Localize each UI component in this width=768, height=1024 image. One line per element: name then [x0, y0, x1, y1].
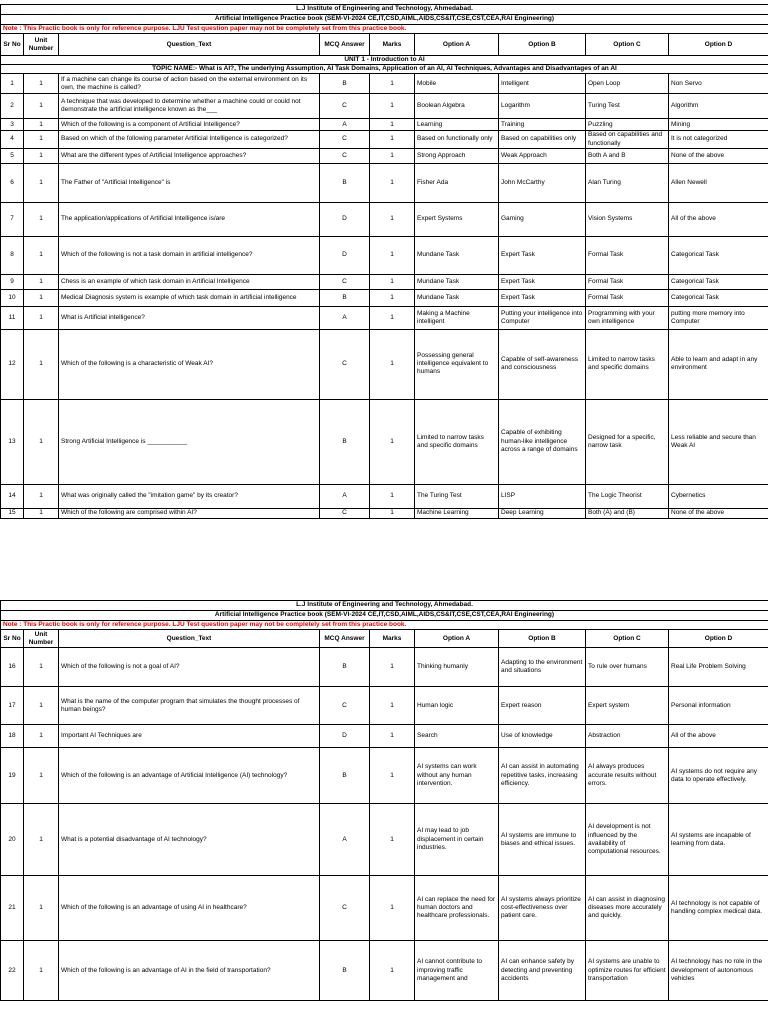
option-b-cell: Training	[499, 119, 586, 131]
question-text-cell: What is Artificial intelligence?	[59, 306, 320, 329]
question-row	[1, 236, 768, 274]
page-1-rows	[1, 74, 768, 518]
option-d-cell: Allen Newell	[669, 163, 768, 202]
option-c-cell: AI can assist in diagnosing diseases more accurately and quickly.	[586, 876, 669, 941]
option-b-cell: Expert Task	[499, 274, 586, 289]
mcq-answer-cell: C	[320, 148, 370, 163]
option-b-cell: AI can assist in automating repetitive tasks, increasing efficiency.	[499, 748, 586, 804]
marks-cell: 1	[370, 148, 415, 163]
question-text-cell: Important AI Techniques are	[59, 725, 320, 748]
sr-no-cell: 13	[1, 399, 24, 484]
col-option-b: Option B	[499, 34, 586, 56]
marks-cell: 1	[370, 508, 415, 518]
institute-title: L.J Institute of Engineering and Technology, Ahmedabad.	[1, 601, 768, 611]
question-row	[1, 148, 768, 163]
option-d-cell: AI technology is not capable of handling complex medical data.	[669, 876, 768, 941]
option-a-cell: Limited to narrow tasks and specific domains	[415, 399, 499, 484]
mcq-answer-cell: B	[320, 289, 370, 306]
sr-no-cell: 7	[1, 202, 24, 236]
marks-cell: 1	[370, 202, 415, 236]
reference-note: Note : This Practic book is only for reference purpose. LJU Test question paper may not be completely set from this practice book.	[1, 25, 768, 34]
option-c-cell: Turing Test	[586, 94, 669, 119]
col-option-a: Option A	[415, 630, 499, 648]
option-a-cell: Based on functionally only	[415, 131, 499, 148]
option-b-cell: Use of knowledge	[499, 725, 586, 748]
mcq-answer-cell: B	[320, 163, 370, 202]
option-d-cell: Real Life Problem Solving	[669, 648, 768, 687]
question-text-cell: Chess is an example of which task domain in Artificial Intelligence	[59, 274, 320, 289]
mcq-answer-cell: D	[320, 202, 370, 236]
mcq-answer-cell: B	[320, 74, 370, 94]
sr-no-cell: 18	[1, 725, 24, 748]
sr-no-cell: 11	[1, 306, 24, 329]
option-a-cell: Thinking humanly	[415, 648, 499, 687]
unit-number-cell: 1	[24, 687, 59, 725]
mcq-answer-cell: A	[320, 804, 370, 876]
unit-number-cell: 1	[24, 941, 59, 1001]
col-unit-number: Unit Number	[24, 34, 59, 56]
option-a-cell: Human logic	[415, 687, 499, 725]
option-a-cell: Strong Approach	[415, 148, 499, 163]
option-c-cell: Alan Turing	[586, 163, 669, 202]
col-option-c: Option C	[586, 630, 669, 648]
col-option-d: Option D	[669, 34, 768, 56]
unit-number-cell: 1	[24, 119, 59, 131]
col-marks: Marks	[370, 34, 415, 56]
question-row	[1, 687, 768, 725]
question-text-cell: Which of the following is a component of Artificial Intelligence?	[59, 119, 320, 131]
option-d-cell: Able to learn and adapt in any environment	[669, 329, 768, 399]
option-c-cell: Designed for a specific, narrow task	[586, 399, 669, 484]
option-c-cell: AI development is not influenced by the availability of computational resources.	[586, 804, 669, 876]
marks-cell: 1	[370, 236, 415, 274]
sr-no-cell: 9	[1, 274, 24, 289]
option-b-cell: LISP	[499, 484, 586, 508]
col-marks: Marks	[370, 630, 415, 648]
question-text-cell: Which of the following is not a task domain in artificial intelligence?	[59, 236, 320, 274]
option-c-cell: Abstraction	[586, 725, 669, 748]
col-sr-no: Sr No	[1, 34, 24, 56]
marks-cell: 1	[370, 804, 415, 876]
question-row	[1, 306, 768, 329]
option-b-cell: Adapting to the environment and situations	[499, 648, 586, 687]
unit-number-cell: 1	[24, 163, 59, 202]
question-row	[1, 484, 768, 508]
sr-no-cell: 20	[1, 804, 24, 876]
marks-cell: 1	[370, 163, 415, 202]
option-a-cell: AI cannot contribute to improving traffic management and	[415, 941, 499, 1001]
unit-number-cell: 1	[24, 148, 59, 163]
sr-no-cell: 3	[1, 119, 24, 131]
unit-number-cell: 1	[24, 725, 59, 748]
mcq-answer-cell: A	[320, 484, 370, 508]
topic-title: TOPIC NAME:- What is AI?, The underlying Assumption, AI Task Domains, Application of an AI, AI Techniques, Advantages and Disadvantages of an AI	[1, 65, 768, 74]
mcq-table-page-1	[0, 4, 768, 519]
sr-no-cell: 21	[1, 876, 24, 941]
mcq-answer-cell: D	[320, 725, 370, 748]
marks-cell: 1	[370, 306, 415, 329]
col-question-text: Question_Text	[59, 34, 320, 56]
marks-cell: 1	[370, 876, 415, 941]
question-text-cell: A technique that was developed to determine whether a machine could or could not demonstrate the artificial intelligence known as the___	[59, 94, 320, 119]
mcq-answer-cell: C	[320, 94, 370, 119]
option-c-cell: AI systems are unable to optimize routes for efficient transportation	[586, 941, 669, 1001]
book-title: Artificial Intelligence Practice book (SEM-VI-2024 CE,IT,CSD,AIML,AIDS,CS&IT,CSE,CST,CEA,RAI Engineering)	[1, 611, 768, 621]
mcq-answer-cell: B	[320, 399, 370, 484]
col-mcq-answer: MCQ Answer	[320, 34, 370, 56]
option-b-cell: Based on capabilities only	[499, 131, 586, 148]
col-unit-number: Unit Number	[24, 630, 59, 648]
mcq-answer-cell: C	[320, 876, 370, 941]
option-c-cell: Programming with your own intelligence	[586, 306, 669, 329]
sr-no-cell: 2	[1, 94, 24, 119]
option-b-cell: Intelligent	[499, 74, 586, 94]
option-a-cell: Mundane Task	[415, 236, 499, 274]
unit-number-cell: 1	[24, 876, 59, 941]
sr-no-cell: 6	[1, 163, 24, 202]
option-d-cell: None of the above	[669, 148, 768, 163]
question-text-cell: Which of the following is a characteristic of Weak AI?	[59, 329, 320, 399]
question-row	[1, 94, 768, 119]
question-text-cell: What is a potential disadvantage of AI technology?	[59, 804, 320, 876]
option-a-cell: AI can replace the need for human doctors and healthcare professionals.	[415, 876, 499, 941]
question-text-cell: Which of the following is an advantage of using AI in healthcare?	[59, 876, 320, 941]
mcq-answer-cell: C	[320, 687, 370, 725]
mcq-answer-cell: C	[320, 274, 370, 289]
col-option-d: Option D	[669, 630, 768, 648]
question-text-cell: What was originally called the "imitation game" by its creator?	[59, 484, 320, 508]
option-a-cell: Mundane Task	[415, 274, 499, 289]
col-option-c: Option C	[586, 34, 669, 56]
sr-no-cell: 8	[1, 236, 24, 274]
option-d-cell: All of the above	[669, 202, 768, 236]
option-a-cell: Learning	[415, 119, 499, 131]
question-text-cell: Which of the following is not a goal of AI?	[59, 648, 320, 687]
mcq-answer-cell: C	[320, 508, 370, 518]
option-a-cell: Possessing general intelligence equivalent to humans	[415, 329, 499, 399]
option-c-cell: Puzzling	[586, 119, 669, 131]
marks-cell: 1	[370, 94, 415, 119]
option-b-cell: Capable of self-awareness and consciousness	[499, 329, 586, 399]
marks-cell: 1	[370, 289, 415, 306]
col-question-text: Question_Text	[59, 630, 320, 648]
option-a-cell: Making a Machine intelligent	[415, 306, 499, 329]
option-a-cell: Search	[415, 725, 499, 748]
mcq-answer-cell: A	[320, 119, 370, 131]
unit-title: UNIT 1 - Introduction to AI	[1, 56, 768, 65]
option-c-cell: Open Loop	[586, 74, 669, 94]
question-row	[1, 941, 768, 1001]
question-row	[1, 804, 768, 876]
question-text-cell: Strong Artificial Intelligence is ___________	[59, 399, 320, 484]
question-row	[1, 289, 768, 306]
option-c-cell: Both A and B	[586, 148, 669, 163]
option-a-cell: Expert Systems	[415, 202, 499, 236]
option-d-cell: Non Servo	[669, 74, 768, 94]
question-text-cell: What is the name of the computer program that simulates the thought processes of human beings?	[59, 687, 320, 725]
option-c-cell: Formal Task	[586, 274, 669, 289]
sr-no-cell: 5	[1, 148, 24, 163]
option-b-cell: AI systems always prioritize cost-effectiveness over patient care.	[499, 876, 586, 941]
unit-number-cell: 1	[24, 306, 59, 329]
question-text-cell: Based on which of the following parameter Artificial Intelligence is categorized?	[59, 131, 320, 148]
option-b-cell: Deep Learning	[499, 508, 586, 518]
unit-number-cell: 1	[24, 131, 59, 148]
option-d-cell: Categorical Task	[669, 274, 768, 289]
option-d-cell: AI technology has no role in the development of autonomous vehicles	[669, 941, 768, 1001]
option-d-cell: putting more memory into Computer	[669, 306, 768, 329]
option-a-cell: The Turing Test	[415, 484, 499, 508]
question-text-cell: The Father of "Artificial Intelligence" is	[59, 163, 320, 202]
question-text-cell: Medical Diagnosis system is example of which task domain in artificial intelligence	[59, 289, 320, 306]
unit-number-cell: 1	[24, 236, 59, 274]
option-c-cell: To rule over humans	[586, 648, 669, 687]
question-row	[1, 163, 768, 202]
mcq-answer-cell: D	[320, 236, 370, 274]
unit-number-cell: 1	[24, 508, 59, 518]
question-row	[1, 202, 768, 236]
question-row	[1, 131, 768, 148]
sr-no-cell: 15	[1, 508, 24, 518]
option-c-cell: AI always produces accurate results without errors.	[586, 748, 669, 804]
col-mcq-answer: MCQ Answer	[320, 630, 370, 648]
option-c-cell: The Logic Theorist	[586, 484, 669, 508]
mcq-answer-cell: A	[320, 306, 370, 329]
option-a-cell: Mundane Task	[415, 289, 499, 306]
col-option-b: Option B	[499, 630, 586, 648]
sr-no-cell: 17	[1, 687, 24, 725]
unit-number-cell: 1	[24, 74, 59, 94]
option-b-cell: AI can enhance safety by detecting and preventing accidents	[499, 941, 586, 1001]
option-c-cell: Expert system	[586, 687, 669, 725]
option-b-cell: Weak Approach	[499, 148, 586, 163]
option-b-cell: Putting your intelligence into Computer	[499, 306, 586, 329]
option-b-cell: Expert Task	[499, 289, 586, 306]
marks-cell: 1	[370, 648, 415, 687]
option-d-cell: Algorithm	[669, 94, 768, 119]
question-text-cell: Which of the following is an advantage of AI in the field of transportation?	[59, 941, 320, 1001]
option-d-cell: Mining	[669, 119, 768, 131]
option-a-cell: Fisher Ada	[415, 163, 499, 202]
question-text-cell: What are the different types of Artificial Intelligence approaches?	[59, 148, 320, 163]
option-d-cell: All of the above	[669, 725, 768, 748]
option-a-cell: AI may lead to job displacement in certain industries.	[415, 804, 499, 876]
unit-number-cell: 1	[24, 804, 59, 876]
question-row	[1, 648, 768, 687]
option-d-cell: AI systems are incapable of learning from data.	[669, 804, 768, 876]
unit-number-cell: 1	[24, 748, 59, 804]
question-row	[1, 74, 768, 94]
unit-number-cell: 1	[24, 202, 59, 236]
mcq-answer-cell: B	[320, 748, 370, 804]
option-c-cell: Formal Task	[586, 289, 669, 306]
mcq-answer-cell: C	[320, 131, 370, 148]
option-b-cell: Gaming	[499, 202, 586, 236]
marks-cell: 1	[370, 725, 415, 748]
col-option-a: Option A	[415, 34, 499, 56]
marks-cell: 1	[370, 399, 415, 484]
question-text-cell: Which of the following is an advantage of Artificial Intelligence (AI) technology?	[59, 748, 320, 804]
question-text-cell: If a machine can change its course of action based on the external environment on its own, the machine is called?	[59, 74, 320, 94]
unit-number-cell: 1	[24, 484, 59, 508]
option-d-cell: Personal information	[669, 687, 768, 725]
unit-number-cell: 1	[24, 648, 59, 687]
option-a-cell: Mobile	[415, 74, 499, 94]
option-a-cell: AI systems can work without any human intervention.	[415, 748, 499, 804]
option-a-cell: Boolean Algebra	[415, 94, 499, 119]
unit-number-cell: 1	[24, 329, 59, 399]
institute-title: L.J Institute of Engineering and Technology, Ahmedabad.	[1, 5, 768, 15]
option-b-cell: AI systems are immune to biases and ethical issues.	[499, 804, 586, 876]
reference-note: Note : This Practic book is only for reference purpose. LJU Test question paper may not be completely set from this practice book.	[1, 621, 768, 630]
option-c-cell: Limited to narrow tasks and specific domains	[586, 329, 669, 399]
mcq-answer-cell: B	[320, 941, 370, 1001]
question-row	[1, 876, 768, 941]
page-2-rows	[1, 648, 768, 1001]
sr-no-cell: 10	[1, 289, 24, 306]
question-row	[1, 748, 768, 804]
unit-number-cell: 1	[24, 94, 59, 119]
option-d-cell: Less reliable and secure than Weak AI	[669, 399, 768, 484]
sr-no-cell: 16	[1, 648, 24, 687]
question-text-cell: Which of the following are comprised within AI?	[59, 508, 320, 518]
mcq-table-page-2	[0, 600, 768, 1001]
sr-no-cell: 4	[1, 131, 24, 148]
option-b-cell: Expert reason	[499, 687, 586, 725]
option-d-cell: AI systems do not require any data to operate effectively.	[669, 748, 768, 804]
option-d-cell: None of the above	[669, 508, 768, 518]
question-row	[1, 274, 768, 289]
option-b-cell: John McCarthy	[499, 163, 586, 202]
option-c-cell: Vision Systems	[586, 202, 669, 236]
marks-cell: 1	[370, 748, 415, 804]
question-row	[1, 119, 768, 131]
book-title: Artificial Intelligence Practice book (SEM-VI-2024 CE,IT,CSD,AIML,AIDS,CS&IT,CSE,CST,CEA,RAI Engineering)	[1, 15, 768, 25]
option-d-cell: Categorical Task	[669, 236, 768, 274]
sr-no-cell: 1	[1, 74, 24, 94]
marks-cell: 1	[370, 274, 415, 289]
option-c-cell: Both (A) and (B)	[586, 508, 669, 518]
option-c-cell: Based on capabilities and functionally	[586, 131, 669, 148]
option-b-cell: Logarithm	[499, 94, 586, 119]
sr-no-cell: 22	[1, 941, 24, 1001]
option-d-cell: Categorical Task	[669, 289, 768, 306]
marks-cell: 1	[370, 74, 415, 94]
marks-cell: 1	[370, 687, 415, 725]
option-a-cell: Machine Learning	[415, 508, 499, 518]
question-row	[1, 725, 768, 748]
sheet-page-2	[0, 600, 768, 1001]
question-row	[1, 399, 768, 484]
col-sr-no: Sr No	[1, 630, 24, 648]
option-c-cell: Formal Task	[586, 236, 669, 274]
unit-number-cell: 1	[24, 289, 59, 306]
marks-cell: 1	[370, 329, 415, 399]
question-row	[1, 508, 768, 518]
mcq-answer-cell: C	[320, 329, 370, 399]
option-b-cell: Expert Task	[499, 236, 586, 274]
option-d-cell: Cybernetics	[669, 484, 768, 508]
marks-cell: 1	[370, 941, 415, 1001]
sheet-page-1	[0, 4, 768, 519]
unit-number-cell: 1	[24, 399, 59, 484]
marks-cell: 1	[370, 119, 415, 131]
question-row	[1, 329, 768, 399]
option-b-cell: Capable of exhibiting human-like intelligence across a range of domains	[499, 399, 586, 484]
sr-no-cell: 14	[1, 484, 24, 508]
question-text-cell: The application/applications of Artificial Intelligence is/are	[59, 202, 320, 236]
marks-cell: 1	[370, 131, 415, 148]
unit-number-cell: 1	[24, 274, 59, 289]
marks-cell: 1	[370, 484, 415, 508]
option-d-cell: It is not categorized	[669, 131, 768, 148]
sr-no-cell: 19	[1, 748, 24, 804]
mcq-answer-cell: B	[320, 648, 370, 687]
sr-no-cell: 12	[1, 329, 24, 399]
